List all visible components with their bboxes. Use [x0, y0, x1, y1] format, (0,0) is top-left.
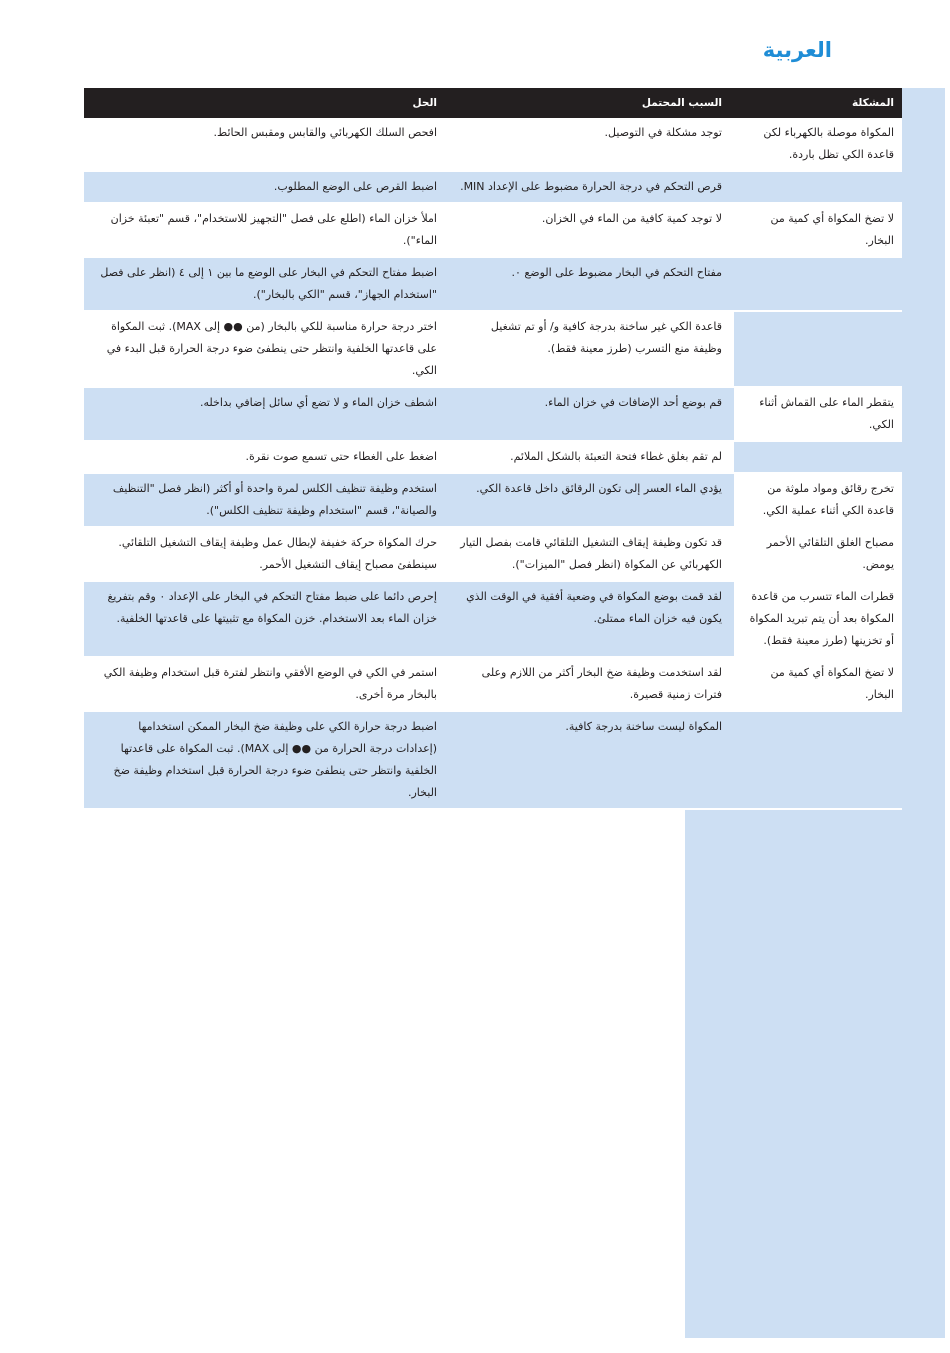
table-row — [84, 312, 902, 388]
solution-cell: اضبط مفتاح التحكم في البخار على الوضع ما بين ١ إلى ٤ (انظر على فصل "استخدام الجهاز"، قسم "الكي بالبخار"). — [84, 258, 449, 310]
table-row — [84, 172, 902, 204]
cause-cell: لقد قمت بوضع المكواة في وضعية أفقية في الوقت الذي يكون فيه خزان الماء ممتلئ. — [449, 582, 734, 656]
table-row — [84, 388, 902, 442]
table-row — [84, 204, 902, 258]
problem-cell: تخرج رقائق ومواد ملوثة من قاعدة الكي أثناء عملية الكي. — [734, 474, 902, 526]
problem-cell: قطرات الماء تتسرب من قاعدة المكواة بعد أن يتم تبريد المكواة أو تخزينها (طرز معينة فقط). — [734, 582, 902, 656]
table-row — [84, 442, 902, 474]
table-row — [84, 582, 902, 658]
solution-cell: إحرص دائما على ضبط مفتاح التحكم في البخار على الإعداد ٠ وقم بتفريغ خزان الماء بعد الاستخدام. خزن المكواة مع تثبيتها على قاعدتها الخلفية. — [84, 582, 449, 656]
table-row — [84, 658, 902, 712]
solution-cell: املأ خزان الماء (اطلع على فصل "التجهيز للاستخدام"، قسم "تعبئة خزان الماء"). — [84, 204, 449, 256]
solution-cell: اضغط على الغطاء حتى تسمع صوت نقرة. — [84, 442, 449, 472]
problem-cell — [734, 312, 902, 386]
table-row — [84, 258, 902, 312]
cause-cell: لم تقم بغلق غطاء فتحة التعبئة بالشكل الملائم. — [449, 442, 734, 472]
table-row — [84, 528, 902, 582]
cause-cell: قد تكون وظيفة إيقاف التشغيل التلقائي قامت بفصل التيار الكهربائي عن المكواة (انظر فصل "الميزات"). — [449, 528, 734, 580]
problem-cell — [734, 258, 902, 310]
cause-cell: لقد استخدمت وظيفة ضخ البخار أكثر من اللازم وعلى فترات زمنية قصيرة. — [449, 658, 734, 710]
header-problem: المشكلة — [851, 97, 894, 109]
problem-cell: المكواة موصلة بالكهرباء لكن قاعدة الكي تظل باردة. — [734, 118, 902, 170]
table-header-row — [84, 88, 902, 118]
cause-cell: المكواة ليست ساخنة بدرجة كافية. — [449, 712, 734, 808]
problem-cell — [734, 172, 902, 202]
solution-cell: افحص السلك الكهربائي والقابس ومقبس الحائط. — [84, 118, 449, 170]
solution-cell: اشطف خزان الماء و لا تضع أي سائل إضافي بداخله. — [84, 388, 449, 440]
solution-cell: اضبط القرص على الوضع المطلوب. — [84, 172, 449, 202]
problem-cell: لا تضخ المكواة أي كمية من البخار. — [734, 658, 902, 710]
table-row — [84, 118, 902, 172]
cause-cell: قم بوضع أحد الإضافات في خزان الماء. — [449, 388, 734, 440]
solution-cell: اضبط درجة حرارة الكي على وظيفة ضخ البخار الممكن استخدامها (إعدادات درجة الحرارة من ●● إلى MAX). ثبت المكواة على قاعدتها الخلفية وانتظر حتى ينطفئ ضوء درجة الحرارة قبل استخدام وظيفة ضخ البخار. — [84, 712, 449, 808]
cause-cell: يؤدي الماء العسر إلى تكون الرقائق داخل قاعدة الكي. — [449, 474, 734, 526]
header-cause: السبب المحتمل — [641, 97, 722, 109]
troubleshooting-table — [84, 88, 902, 810]
header-solution: الحل — [412, 97, 437, 109]
table-row — [84, 712, 902, 810]
solution-cell: اختر درجة حرارة مناسبة للكي بالبخار (من ●● إلى MAX). ثبت المكواة على قاعدتها الخلفية وانتظر حتى ينطفئ ضوء درجة الحرارة قبل البدء في الكي. — [84, 312, 449, 386]
problem-cell — [734, 712, 902, 808]
problem-cell: لا تضخ المكواة أي كمية من البخار. — [734, 204, 902, 256]
problem-cell — [734, 442, 902, 472]
problem-cell: يتقطر الماء على القماش أثناء الكي. — [734, 388, 902, 440]
solution-cell: استخدم وظيفة تنظيف الكلس لمرة واحدة أو أكثر (انظر فصل "التنظيف والصيانة"، قسم "استخدام وظيفة تنظيف الكلس"). — [84, 474, 449, 526]
solution-cell: حرك المكواة حركة خفيفة لإبطال عمل وظيفة إيقاف التشغيل التلقائي. سينطفئ مصباح إيقاف التشغيل الأحمر. — [84, 528, 449, 580]
cause-cell: لا توجد كمية كافية من الماء في الخزان. — [449, 204, 734, 256]
language-title: العربية — [762, 38, 832, 62]
problem-cell: مصباح الغلق التلقائي الأحمر يومض. — [734, 528, 902, 580]
table-row — [84, 474, 902, 528]
cause-cell: قاعدة الكي غير ساخنة بدرجة كافية و/ أو تم تشغيل وظيفة منع التسرب (طرز معينة فقط). — [449, 312, 734, 386]
solution-cell: استمر في الكي في الوضع الأفقي وانتظر لفترة قبل استخدام وظيفة الكي بالبخار مرة أخرى. — [84, 658, 449, 710]
cause-cell: مفتاح التحكم في البخار مضبوط على الوضع ٠. — [449, 258, 734, 310]
cause-cell: قرص التحكم في درجة الحرارة مضبوط على الإعداد MIN. — [449, 172, 734, 202]
cause-cell: توجد مشكلة في التوصيل. — [449, 118, 734, 170]
